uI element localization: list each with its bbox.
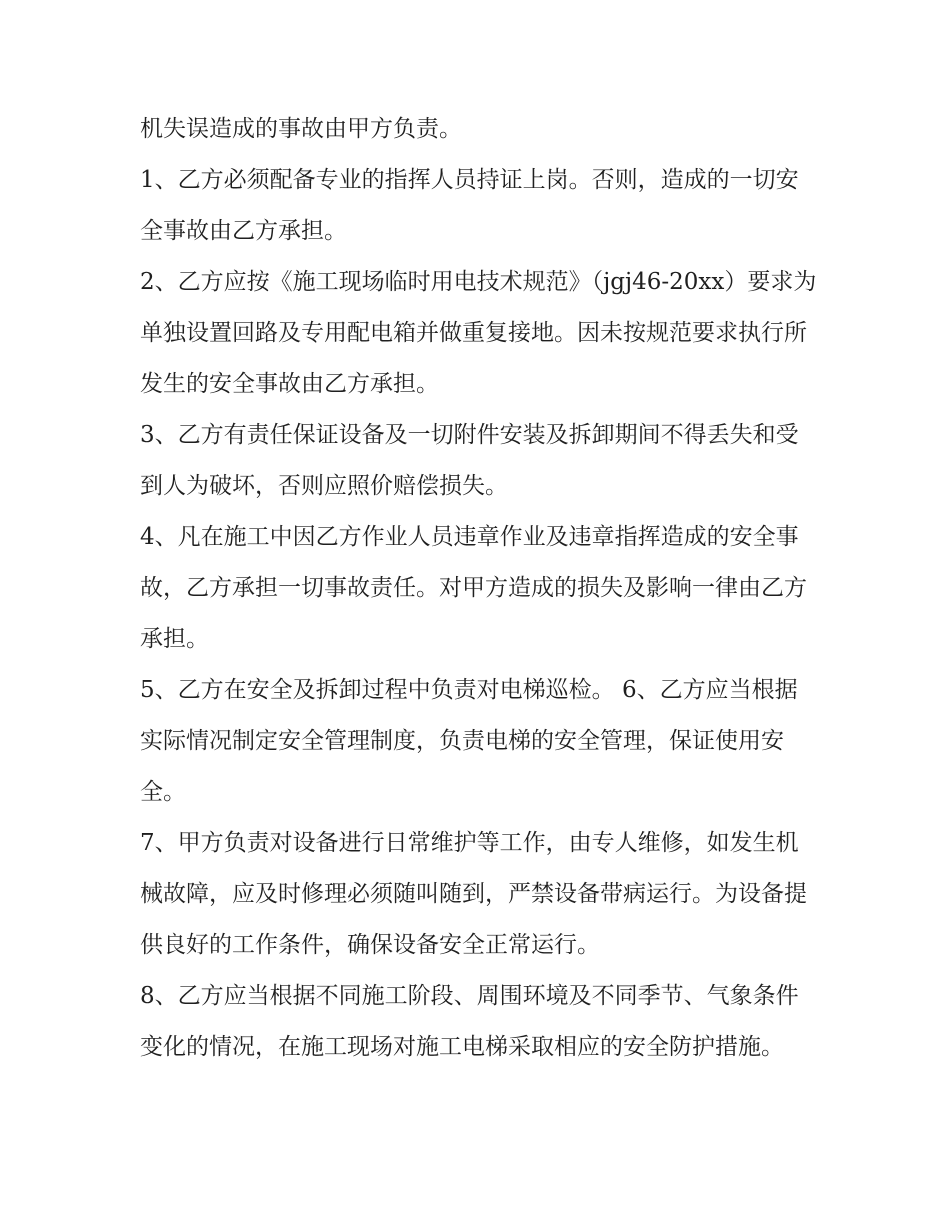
clause-7: 7、甲方负责对设备进行日常维护等工作，由专人维修，如发生机械故障，应及时修理必须随叫随到，严禁设备带病运行。为设备提供良好的工作条件，确保设备安全正常运行。	[140, 830, 807, 958]
paragraph-continuation: 机失误造成的事故由甲方负责。	[140, 116, 462, 142]
document-body	[140, 104, 820, 1073]
clause-3: 3、乙方有责任保证设备及一切附件安装及拆卸期间不得丢失和受到人为破坏，否则应照价赔偿损失。	[140, 422, 799, 499]
clause-1: 1、乙方必须配备专业的指挥人员持证上岗。否则，造成的一切安全事故由乙方承担。	[140, 167, 799, 244]
clause-4: 4、凡在施工中因乙方作业人员违章作业及违章指挥造成的安全事故，乙方承担一切事故责任。对甲方造成的损失及影响一律由乙方承担。	[140, 524, 807, 652]
clause-8: 8、乙方应当根据不同施工阶段、周围环境及不同季节、气象条件变化的情况，在施工现场对施工电梯采取相应的安全防护措施。	[140, 983, 799, 1060]
clause-5-6: 5、乙方在安全及拆卸过程中负责对电梯巡检。 6、乙方应当根据实际情况制定安全管理制度，负责电梯的安全管理，保证使用安全。	[140, 677, 798, 805]
clause-2: 2、乙方应按《施工现场临时用电技术规范》（jgj46-20xx）要求为单独设置回路及专用配电箱并做重复接地。因未按规范要求执行所发生的安全事故由乙方承担。	[140, 269, 817, 397]
